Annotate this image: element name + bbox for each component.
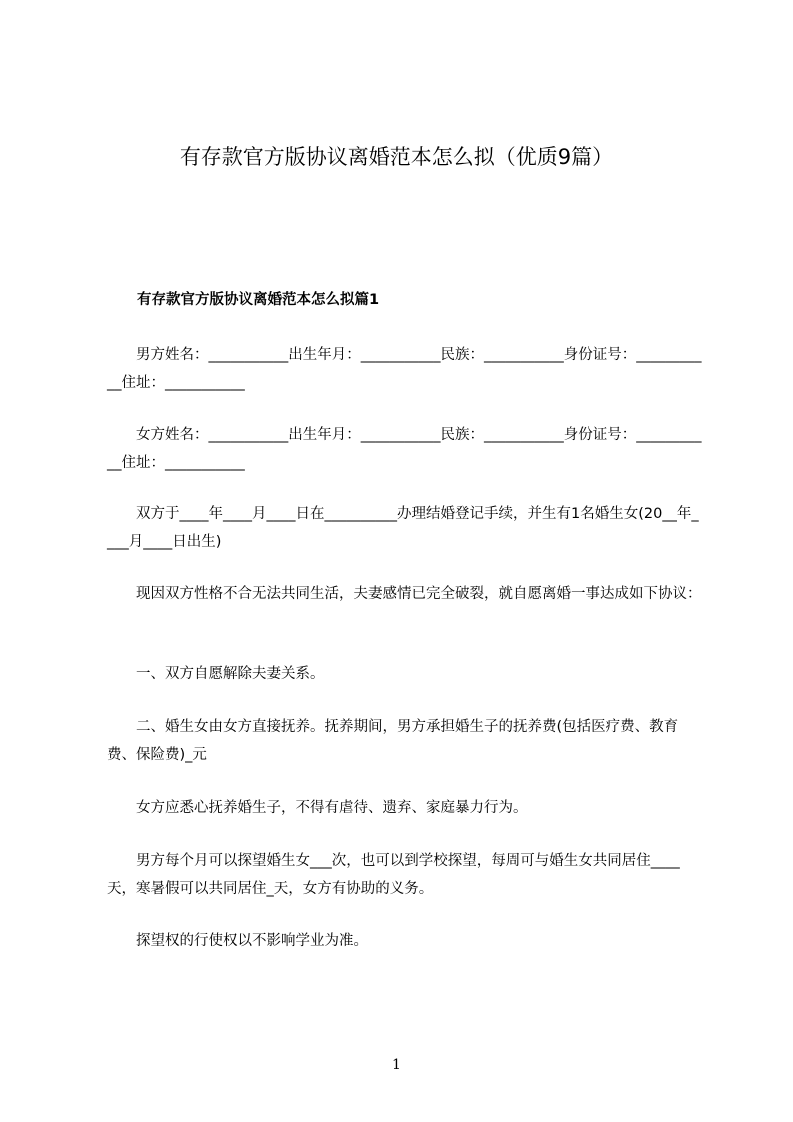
page-number: 1 (392, 1057, 401, 1073)
document-title: 有存款官方版协议离婚范本怎么拟（优质9篇） (179, 145, 614, 169)
paragraph-female-info: 女方姓名：___________出生年月：___________民族：___________身份证号：___________住址：___________ (107, 427, 702, 471)
paragraph-clause-2: 二、婚生女由女方直接抚养。抚养期间，男方承担婚生子的抚养费(包括医疗费、教育费、保险费)_元 (107, 719, 679, 763)
paragraph-visitation: 男方每个月可以探望婚生女___次，也可以到学校探望，每周可与婚生女共同居住____天，寒暑假可以共同居住_天，女方有协助的义务。 (107, 853, 680, 897)
paragraph-clause-1: 一、双方自愿解除夫妻关系。 (136, 666, 325, 682)
paragraph-male-info: 男方姓名：___________出生年月：___________民族：___________身份证号：___________住址：___________ (107, 347, 702, 391)
paragraph-marriage-registration: 双方于____年____月____日在__________办理结婚登记手续，并生有1名婚生女(20__年____月____日出生) (107, 506, 699, 550)
paragraph-custody-duty: 女方应悉心抚养婚生子，不得有虐待、遗弃、家庭暴力行为。 (136, 800, 528, 816)
section-heading: 有存款官方版协议离婚范本怎么拟篇1 (137, 292, 380, 308)
paragraph-visitation-limit: 探望权的行使权以不影响学业为准。 (136, 933, 368, 949)
paragraph-divorce-reason: 现因双方性格不合无法共同生活，夫妻感情已完全破裂，就自愿离婚一事达成如下协议： (136, 586, 702, 602)
